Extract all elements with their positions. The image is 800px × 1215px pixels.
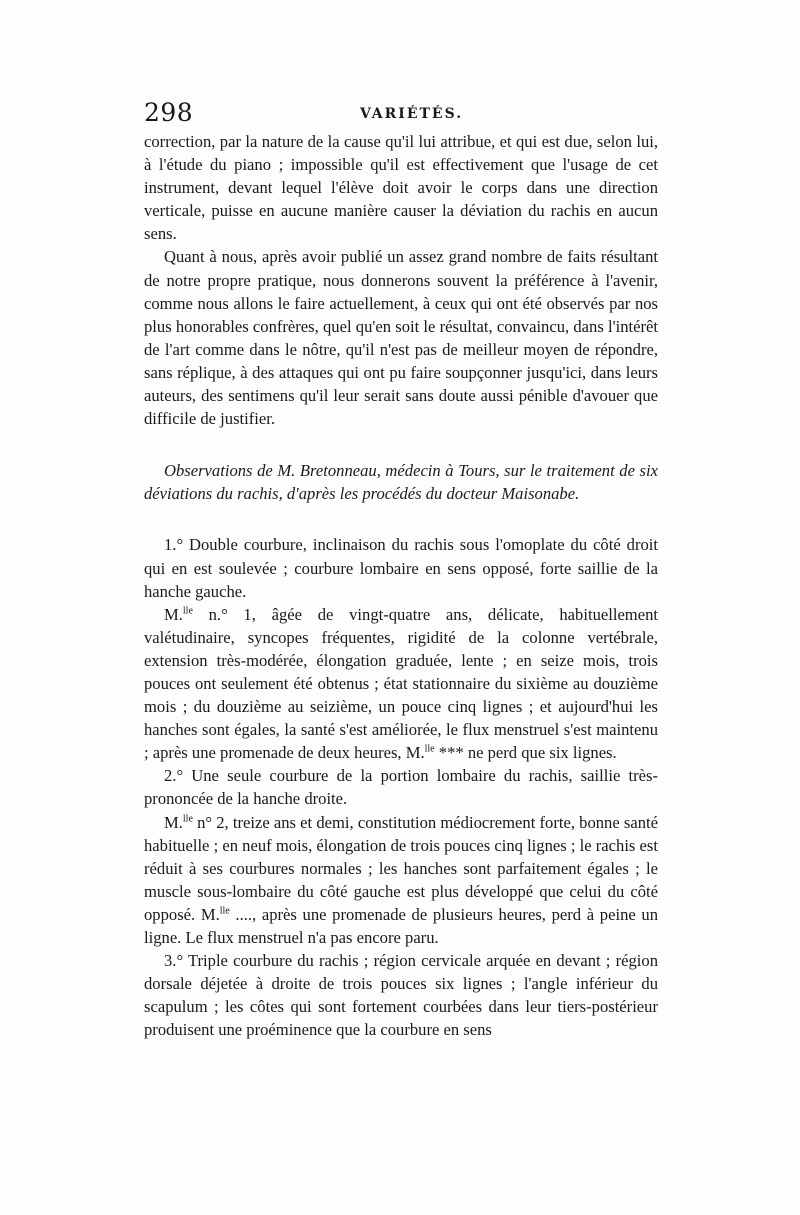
case-1-observation (144, 603, 658, 765)
superscript: lle (182, 605, 193, 617)
text-run: *** ne perd que six lignes. (434, 743, 617, 763)
text-run: M. (164, 812, 183, 832)
section-heading: Observations de M. Bretonneau, médecin à Tours, sur le traitement de six déviations du rachis, d'après les procédés du docteur Maisonabe. (144, 461, 658, 504)
text-run: ...., après une promenade de plusieurs heures, perd à peine un ligne. Le flux menstruel n'a pas encore paru. (144, 904, 658, 947)
page-number: 298 (144, 98, 194, 127)
paragraph-continuation: correction, par la nature de la cause qu'il lui attribue, et qui est due, selon lui, à l'étude du piano ; impossible qu'il est effectivement que l'usage de cet instrument, devant lequel l'élève doit avoir le corps dans une direction verticale, puisse en aucune manière causer la déviation du rachis en aucun sens. (144, 132, 658, 244)
superscript: lle (219, 905, 230, 917)
text-run: M. (164, 604, 183, 624)
running-head: VARIÉTÉS. (360, 106, 464, 122)
case-3-description: 3.° Triple courbure du rachis ; région cervicale arquée en devant ; région dorsale déjetée à droite de trois pouces six lignes ; l'angle inférieur du scapulum ; les côtes qui sont fortement courbées dans leur tiers-postérieur produisent une proéminence que la courbure en sens (144, 951, 658, 1040)
text-run: n.° 1, âgée de vingt-quatre ans, délicate, habituellement valétudinaire, syncopes fréquentes, rigidité de la colonne vertébrale, extension très-modérée, élongation graduée, lente ; en seize mois, trois pouces ont seulement été obtenus ; état stationnaire du sixième au douzième mois ; du douzième au seizième, un pouce cinq lignes ; et aujourd'hui les hanches sont égales, la santé s'est améliorée, le flux menstruel s'est maintenu ; après une promenade de deux heures, M. (144, 604, 658, 763)
body-text (144, 130, 658, 1041)
page-header (144, 98, 658, 128)
paragraph-quant-a-nous: Quant à nous, après avoir publié un assez grand nombre de faits résultant de notre propre pratique, nous donnerons souvent la préférence à l'avenir, comme nous allons le faire actuellement, à ceux qui ont été observés par nos plus honorables confrères, quel qu'en soit le résultat, convaincu, dans l'intérêt de l'art comme dans le nôtre, qu'il n'est pas de meilleur moyen de répondre, sans réplique, à des attaques qui ont pu faire soupçonner jusqu'ici, dans leurs auteurs, des sentimens qu'il leur serait sans doute aussi pénible d'avouer que difficile de justifier. (144, 247, 658, 429)
case-2-observation (144, 811, 658, 950)
case-2-description: 2.° Une seule courbure de la portion lombaire du rachis, saillie très-prononcée de la hanche droite. (144, 766, 658, 809)
case-1-description: 1.° Double courbure, inclinaison du rachis sous l'omoplate du côté droit qui en est soulevée ; courbure lombaire en sens opposé, forte saillie de la hanche gauche. (144, 535, 658, 601)
superscript: lle (424, 743, 435, 755)
text-run: n° 2, treize ans et demi, constitution médiocrement forte, bonne santé habituelle ; en neuf mois, élongation de trois pouces cinq lignes ; le rachis est réduit à ses courbures normales ; les hanches sont parfaitement égales ; le muscle sous-lombaire du côté gauche est plus développé que celui du côté opposé. M. (144, 812, 658, 924)
superscript: lle (182, 813, 193, 824)
